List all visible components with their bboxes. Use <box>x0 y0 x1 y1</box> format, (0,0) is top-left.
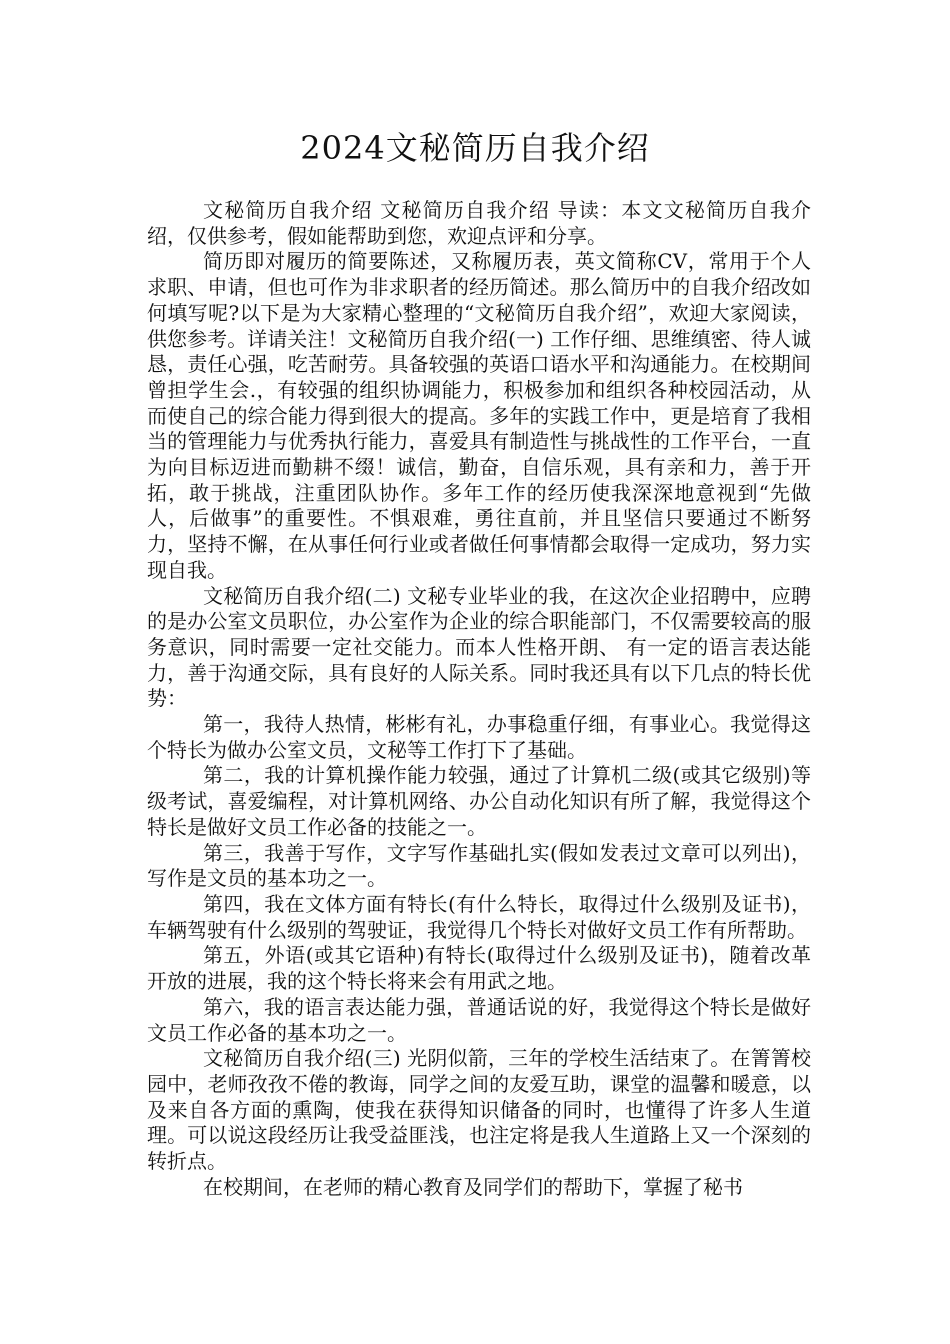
paragraph-part-one: 简历即对履历的简要陈述，又称履历表，英文简称CV，常用于个人求职、申请，但也可作为非求职者的经历简述。那么简历中的自我介绍改如何填写呢?以下是为大家精心整理的“文秘简历自我介绍”，欢迎大家阅读，供您参考。详请关注！文秘简历自我介绍(一) 工作仔细、思维缜密、待人诚恳，责任心强，吃苦耐劳。具备较强的英语口语水平和沟通能力。在校期间曾担学生会.，有较强的组织协调能力，积极参加和组织各种校园活动，从而使自己的综合能力得到很大的提高。多年的实践工作中，更是培育了我相当的管理能力与优秀执行能力，喜爱具有制造性与挑战性的工作平台，一直为向目标迈进而勤耕不缀！诚信，勤奋，自信乐观，具有亲和力，善于开拓，敢于挑战，注重团队协作。多年工作的经历使我深深地意视到“先做人，后做事”的重要性。不惧艰难，勇往直前，并且坚信只要通过不断努力，坚持不懈，在从事任何行业或者做任何事情都会取得一定成功，努力实现自我。 <box>147 249 811 582</box>
paragraph-strength-4: 第四，我在文体方面有特长(有什么特长，取得过什么级别及证书)，车辆驾驶有什么级别的驾驶证，我觉得几个特长对做好文员工作有所帮助。 <box>147 891 811 942</box>
paragraph-part-three: 文秘简历自我介绍(三) 光阴似箭，三年的学校生活结束了。在箐箐校园中，老师孜孜不倦的教诲，同学之间的友爱互助，课堂的温馨和暖意，以及来自各方面的熏陶，使我在获得知识储备的同时，也懂得了许多人生道理。可以说这段经历让我受益匪浅，也注定将是我人生道路上又一个深刻的转折点。 <box>147 1046 811 1174</box>
paragraph-strength-5: 第五，外语(或其它语种)有特长(取得过什么级别及证书)，随着改革开放的进展，我的这个特长将来会有用武之地。 <box>147 943 811 994</box>
paragraph-strength-6: 第六，我的语言表达能力强，普通话说的好，我觉得这个特长是做好文员工作必备的基本功之一。 <box>147 994 811 1045</box>
paragraph-strength-1: 第一，我待人热情，彬彬有礼，办事稳重仔细，有事业心。我觉得这个特长为做办公室文员，文秘等工作打下了基础。 <box>147 712 811 762</box>
paragraph-school-period: 在校期间，在老师的精心教育及同学们的帮助下，掌握了秘书 <box>203 1174 743 1199</box>
paragraph-intro: 文秘简历自我介绍 文秘简历自我介绍 导读：本文文秘简历自我介绍，仅供参考，假如能帮助到您，欢迎点评和分享。 <box>147 198 811 248</box>
paragraph-part-two: 文秘简历自我介绍(二) 文秘专业毕业的我，在这次企业招聘中，应聘的是办公室文员职位，办公室作为企业的综合职能部门，不仅需要较高的服务意识，同时需要一定社交能力。而本人性格开朗、 有一定的语言表达能力，善于沟通交际，具有良好的人际关系。同时我还具有以下几点的特长优势： <box>147 583 811 711</box>
paragraph-strength-3: 第三，我善于写作，文字写作基础扎实(假如发表过文章可以列出)，写作是文员的基本功之一。 <box>147 840 811 891</box>
document-title: 2024文秘简历自我介绍 <box>300 129 650 167</box>
paragraph-strength-2: 第二，我的计算机操作能力较强，通过了计算机二级(或其它级别)等级考试，喜爱编程，对计算机网络、办公自动化知识有所了解，我觉得这个特长是做好文员工作必备的技能之一。 <box>147 763 811 839</box>
document-body <box>147 198 811 1200</box>
